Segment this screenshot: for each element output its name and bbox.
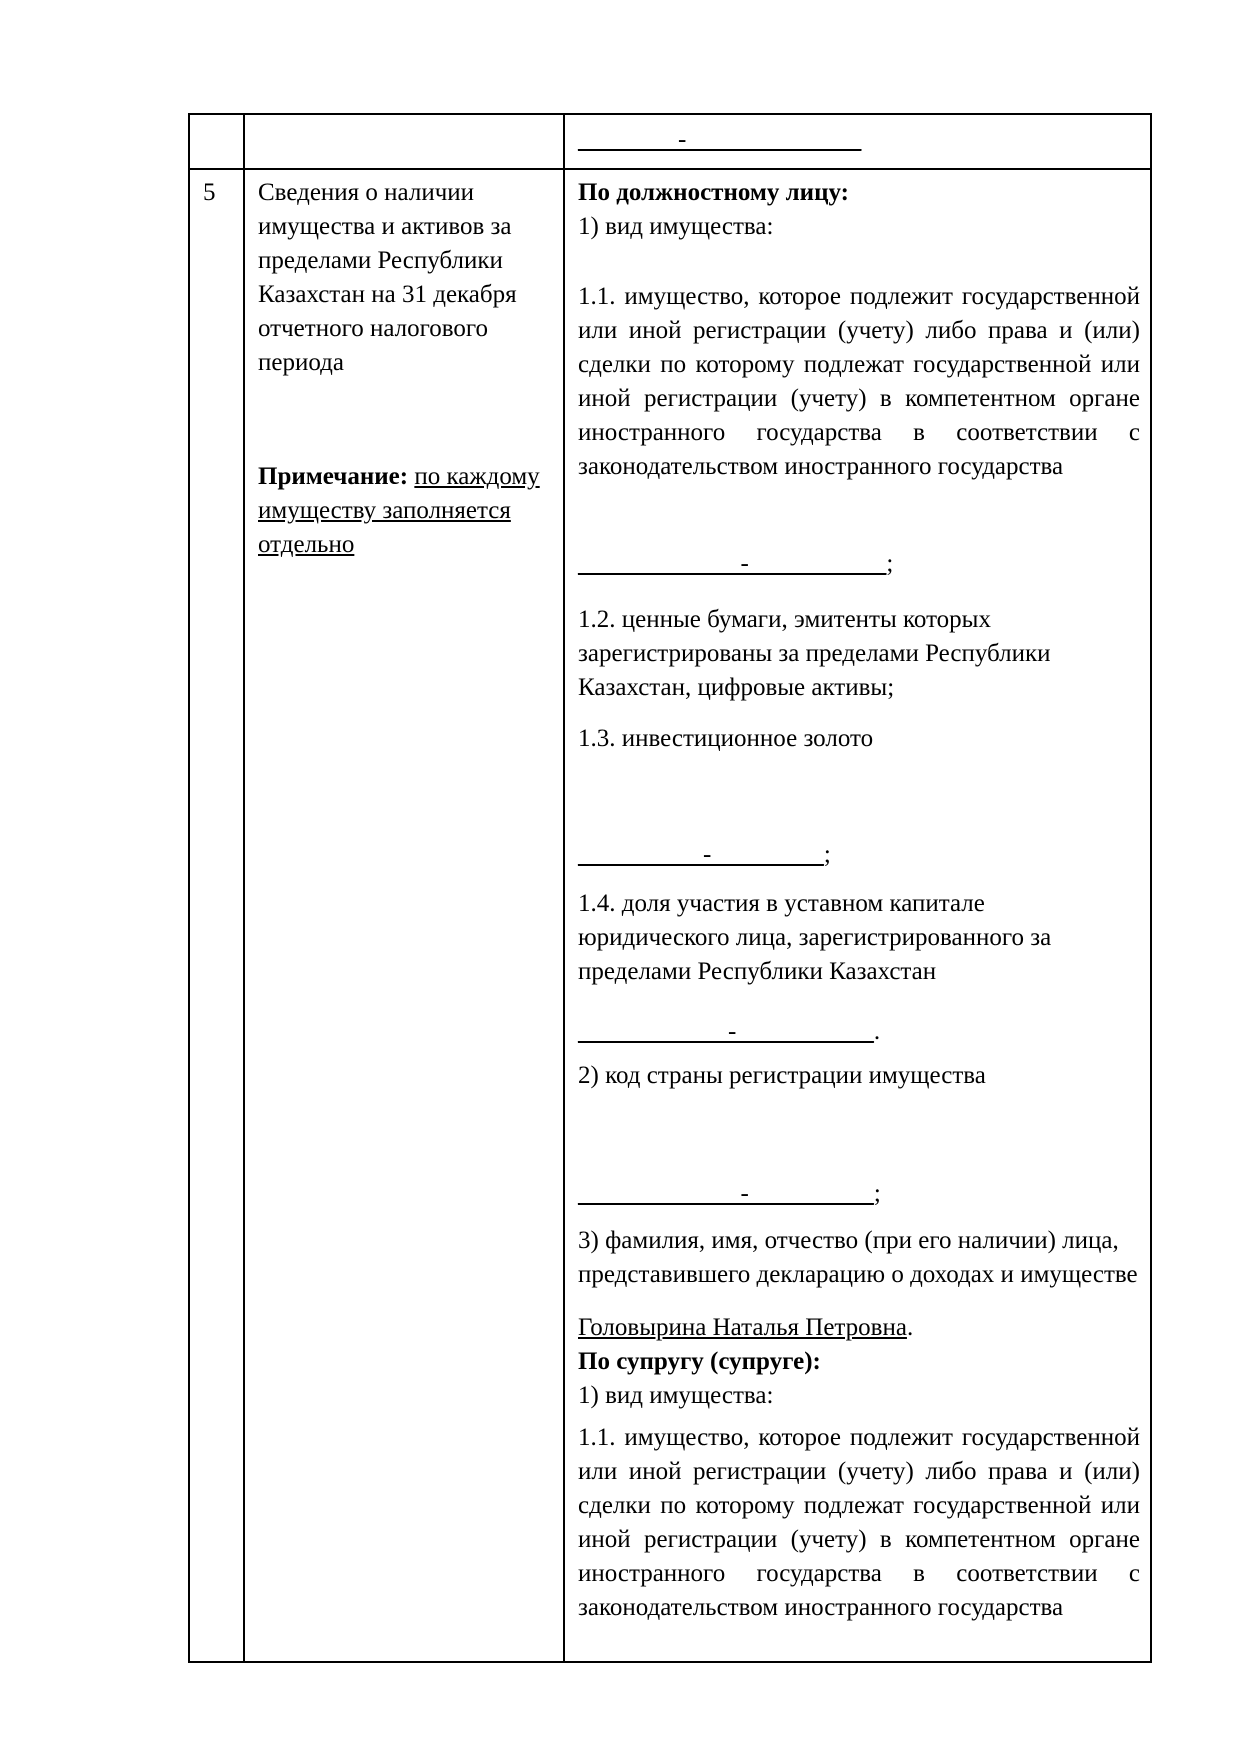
item-1-2-securities: 1.2. ценные бумаги, эмитенты которых зарегистрированы за пределами Республики Казахстан, цифровые активы; [578, 606, 1051, 701]
fill-in-blank-3: ____________-___________. [578, 1018, 881, 1045]
item-1-1-registered-property: 1.1. имущество, которое подлежит государственной или иной регистрации (учету) либо права и (или) сделки по которому подлежат государственной или иной регистрации (учету) в компетентном органе иностранного государства в соответствии с законодательством иностранного государства [578, 283, 1140, 480]
declarant-name: Головырина Наталья Петровна. [578, 1314, 914, 1341]
spouse-item-1-kind-of-property: 1) вид имущества: [578, 1382, 774, 1409]
fill-in-blank-2: __________-_________; [578, 841, 831, 868]
fill-in-blank-prev: ________-______________ [578, 126, 862, 153]
section-official-heading: По должностному лицу: [578, 179, 849, 206]
fill-in-blank: ____________-___________ [578, 1018, 874, 1045]
underlined-name: Головырина Наталья Петровна [578, 1314, 907, 1341]
note-label: Примечание: [258, 463, 409, 490]
item-1-4-participation-share: 1.4. доля участия в уставном капитале юридического лица, зарегистрированного за пределами Республики Казахстан [578, 890, 1052, 985]
item-2-country-code: 2) код страны регистрации имущества [578, 1062, 986, 1089]
row5-note [258, 460, 553, 562]
item-3-declarant-name-label: 3) фамилия, имя, отчество (при его наличии) лица, представившего декларацию о доходах и имуществе [578, 1227, 1138, 1288]
prev-row-label-cell [245, 115, 565, 170]
item-1-3-investment-gold: 1.3. инвестиционное золото [578, 725, 874, 752]
fill-in-blank: _____________-__________ [578, 1180, 874, 1207]
row5-label-text: Сведения о наличии имущества и активов за пределами Республики Казахстан на 31 декабря отчетного налогового периода [258, 179, 517, 376]
item-1-kind-of-property: 1) вид имущества: [578, 213, 774, 240]
row5-content [565, 170, 1150, 1661]
section-spouse-heading: По супругу (супруге): [578, 1348, 821, 1375]
fill-in-blank: _____________-___________ [578, 550, 887, 577]
fill-in-blank-4: _____________-__________; [578, 1180, 881, 1207]
row5-number-cell [190, 170, 245, 1661]
spouse-item-1-1-registered-property: 1.1. имущество, которое подлежит государственной или иной регистрации (учету) либо права и (или) сделки по которому подлежат государственной или иной регистрации (учету) в компетентном органе иностранного государства в соответствии с законодательством иностранного государства [578, 1424, 1140, 1621]
prev-row-content-cell [565, 115, 1150, 170]
row5-label-cell [245, 170, 565, 1661]
note-text: по каждому имуществу заполняется отдельно [258, 463, 540, 558]
declaration-table [188, 113, 1152, 1663]
prev-row-number-cell [190, 115, 245, 170]
fill-in-blank-1: _____________-___________; [578, 550, 894, 577]
prev-row-fill-in-blank [578, 123, 1140, 157]
row-number: 5 [203, 179, 216, 206]
fill-in-blank: __________-_________ [578, 841, 824, 868]
